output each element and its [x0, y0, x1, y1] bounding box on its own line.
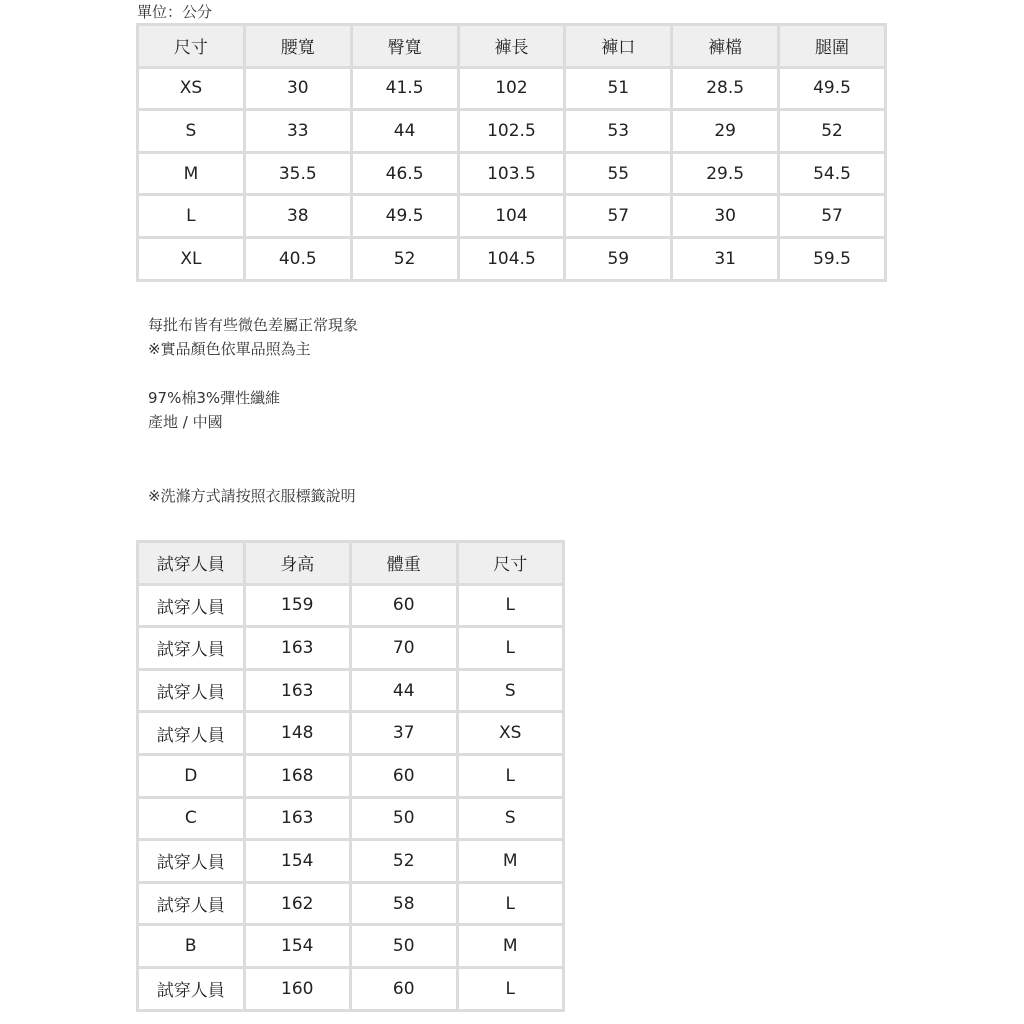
model-cell: XS: [457, 712, 564, 755]
model-cell: 60: [351, 584, 458, 627]
size-table-row: [138, 152, 886, 195]
size-cell: 40.5: [244, 237, 351, 280]
model-cell: 160: [244, 967, 351, 1010]
size-cell: 51: [565, 67, 672, 110]
size-cell: 44: [351, 110, 458, 153]
model-cell: L: [457, 627, 564, 670]
model-header-cell: 身高: [244, 542, 351, 585]
model-cell: 168: [244, 754, 351, 797]
model-cell: 58: [351, 882, 458, 925]
size-cell: L: [138, 195, 245, 238]
color-note-2: ※實品顏色依單品照為主: [148, 340, 311, 358]
size-header-cell: 尺寸: [138, 25, 245, 68]
size-cell: XL: [138, 237, 245, 280]
model-table-row: [138, 967, 564, 1010]
size-header-cell: 褲長: [458, 25, 565, 68]
model-cell: C: [138, 797, 245, 840]
model-cell: 163: [244, 669, 351, 712]
model-cell: 52: [351, 840, 458, 883]
model-header-cell: 試穿人員: [138, 542, 245, 585]
model-cell: 60: [351, 754, 458, 797]
size-cell: S: [138, 110, 245, 153]
model-cell: S: [457, 669, 564, 712]
model-cell: 154: [244, 925, 351, 968]
size-cell: 46.5: [351, 152, 458, 195]
size-table-row: [138, 195, 886, 238]
model-cell: 148: [244, 712, 351, 755]
model-cell: M: [457, 840, 564, 883]
model-cell: 50: [351, 925, 458, 968]
model-table-row: [138, 754, 564, 797]
size-cell: 52: [351, 237, 458, 280]
size-cell: 53: [565, 110, 672, 153]
model-table-row: [138, 669, 564, 712]
size-cell: 57: [565, 195, 672, 238]
model-cell: 37: [351, 712, 458, 755]
model-table-row: [138, 797, 564, 840]
size-cell: 29.5: [672, 152, 779, 195]
size-cell: 49.5: [779, 67, 886, 110]
model-cell: 60: [351, 967, 458, 1010]
size-cell: 28.5: [672, 67, 779, 110]
model-cell: L: [457, 882, 564, 925]
size-cell: 54.5: [779, 152, 886, 195]
material-notes: [148, 386, 280, 434]
size-cell: 38: [244, 195, 351, 238]
model-cell: 試穿人員: [138, 967, 245, 1010]
model-cell: 163: [244, 627, 351, 670]
model-cell: S: [457, 797, 564, 840]
size-cell: 59: [565, 237, 672, 280]
size-cell: 55: [565, 152, 672, 195]
model-header-cell: 尺寸: [457, 542, 564, 585]
size-header-cell: 褲口: [565, 25, 672, 68]
size-header-cell: 褲檔: [672, 25, 779, 68]
model-header-cell: 體重: [351, 542, 458, 585]
model-table-row: [138, 882, 564, 925]
model-cell: 試穿人員: [138, 669, 245, 712]
model-cell: 試穿人員: [138, 584, 245, 627]
model-table-row: [138, 584, 564, 627]
model-cell: 試穿人員: [138, 627, 245, 670]
model-cell: 試穿人員: [138, 712, 245, 755]
size-cell: 104: [458, 195, 565, 238]
model-table-header-row: [138, 542, 564, 585]
washing-note: [148, 484, 356, 508]
model-cell: 159: [244, 584, 351, 627]
size-cell: 30: [244, 67, 351, 110]
size-cell: 104.5: [458, 237, 565, 280]
size-cell: 57: [779, 195, 886, 238]
size-cell: 59.5: [779, 237, 886, 280]
model-cell: B: [138, 925, 245, 968]
size-chart-table: [136, 23, 887, 282]
size-cell: 49.5: [351, 195, 458, 238]
size-header-cell: 腰寬: [244, 25, 351, 68]
model-cell: 50: [351, 797, 458, 840]
size-table-row: [138, 67, 886, 110]
size-cell: 102: [458, 67, 565, 110]
size-cell: 30: [672, 195, 779, 238]
model-cell: 70: [351, 627, 458, 670]
size-table-row: [138, 237, 886, 280]
color-notes: [148, 313, 358, 361]
size-cell: XS: [138, 67, 245, 110]
size-cell: M: [138, 152, 245, 195]
model-cell: L: [457, 754, 564, 797]
color-note-1: 每批布皆有些微色差屬正常現象: [148, 316, 359, 334]
model-cell: L: [457, 584, 564, 627]
material-text: 97%棉3%彈性纖維: [148, 389, 281, 407]
model-table-row: [138, 712, 564, 755]
model-cell: M: [457, 925, 564, 968]
size-header-cell: 臀寬: [351, 25, 458, 68]
model-table-row: [138, 925, 564, 968]
model-cell: D: [138, 754, 245, 797]
model-cell: 163: [244, 797, 351, 840]
size-cell: 35.5: [244, 152, 351, 195]
size-header-cell: 腿圍: [779, 25, 886, 68]
washing-text: ※洗滌方式請按照衣服標籤說明: [148, 487, 356, 505]
model-cell: 試穿人員: [138, 882, 245, 925]
fit-model-table: [136, 540, 565, 1012]
model-cell: 154: [244, 840, 351, 883]
size-cell: 31: [672, 237, 779, 280]
size-table-row: [138, 110, 886, 153]
origin-text: 產地 / 中國: [148, 413, 223, 431]
size-table-header-row: [138, 25, 886, 68]
model-cell: 44: [351, 669, 458, 712]
size-cell: 52: [779, 110, 886, 153]
size-cell: 33: [244, 110, 351, 153]
model-table-row: [138, 840, 564, 883]
size-cell: 29: [672, 110, 779, 153]
model-table-row: [138, 627, 564, 670]
size-cell: 41.5: [351, 67, 458, 110]
size-cell: 102.5: [458, 110, 565, 153]
model-cell: 162: [244, 882, 351, 925]
model-cell: L: [457, 967, 564, 1010]
model-cell: 試穿人員: [138, 840, 245, 883]
size-cell: 103.5: [458, 152, 565, 195]
unit-label: 單位：公分: [137, 3, 213, 21]
